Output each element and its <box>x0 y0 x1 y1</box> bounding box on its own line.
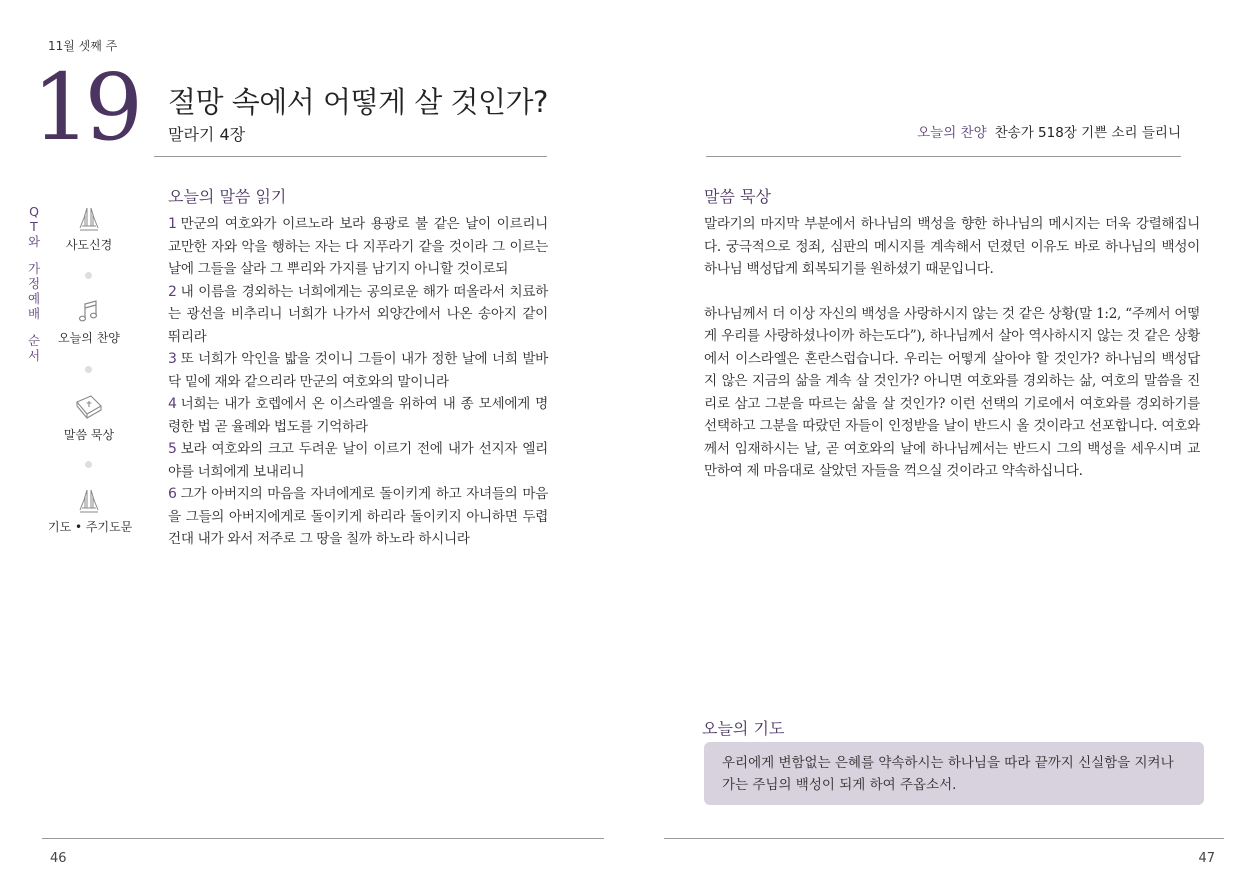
verse <box>168 348 548 393</box>
verse <box>168 483 548 551</box>
menu-item-meditation <box>48 392 130 443</box>
verse-text: 내 이름을 경외하는 너희에게는 공의로운 해가 떠올라서 치료하는 광선을 비추리니 너희가 나가서 외양간에서 나온 송아지 같이 뛰리라 <box>168 283 548 345</box>
prayer-box <box>704 742 1204 805</box>
verse-number: 2 <box>168 283 177 300</box>
menu-item-creed <box>48 204 130 253</box>
praying-hands-icon <box>74 204 104 234</box>
week-label: 11월 셋째 주 <box>48 39 118 53</box>
page-number-left: 46 <box>50 851 67 866</box>
verse-number: 5 <box>168 441 177 457</box>
prayer-heading: 오늘의 기도 <box>702 719 785 738</box>
verse-number: 1 <box>168 216 177 232</box>
verse-number: 3 <box>168 351 177 367</box>
menu-item-label: 기도 • 주기도문 <box>48 520 133 534</box>
vertical-char: 예 <box>27 291 41 306</box>
meditation-paragraph: 말라기의 마지막 부분에서 하나님의 백성을 향한 하나님의 메시지는 더욱 강렬해집니다. 궁극적으로 정죄, 심판의 메시지를 계속해서 던졌던 이유도 바로 하나님의 백성이 하나님 백성답게 회복되기를 원하셨기 때문입니다. <box>704 216 1200 277</box>
verse-number: 6 <box>168 486 177 502</box>
page-title: 절망 속에서 어떻게 살 것인가? <box>168 85 548 119</box>
menu-item-label: 오늘의 찬양 <box>58 331 120 345</box>
verse <box>168 281 548 349</box>
vertical-gap <box>27 249 41 261</box>
scripture-reading-section <box>168 184 548 551</box>
header-divider-left <box>154 156 547 157</box>
meditation-heading: 말씀 묵상 <box>704 187 771 206</box>
scripture-passage: 말라기 4장 <box>168 125 246 144</box>
verse <box>168 438 548 483</box>
menu-item-hymn <box>48 297 130 346</box>
menu-item-label: 사도신경 <box>65 238 113 252</box>
vertical-char: 배 <box>27 306 41 321</box>
vertical-char: Q <box>29 204 39 219</box>
footer-divider-left <box>42 838 604 839</box>
hymn-label: 오늘의 찬양 <box>917 125 987 141</box>
footer-divider-right <box>664 838 1224 839</box>
vertical-section-title <box>27 204 41 363</box>
todays-hymn <box>917 121 1181 141</box>
praying-hands-icon <box>74 486 104 516</box>
meditation-section <box>704 184 1200 483</box>
hymn-value: 찬송가 518장 기쁜 소리 들리니 <box>994 125 1181 141</box>
verse-text: 만군의 여호와가 이르노라 보라 용광로 불 같은 날이 이르리니 교만한 자와 악을 행하는 자는 다 지푸라기 같을 것이라 그 이르는 날에 그들을 살라 그 뿌리와 가지를 남기지 아니할 것이로되 <box>168 216 548 277</box>
header-divider-right <box>706 156 1181 157</box>
vertical-char: 가 <box>27 261 41 276</box>
vertical-char: 정 <box>27 276 41 291</box>
bible-icon <box>73 392 105 424</box>
music-note-icon <box>74 297 104 327</box>
verse-number: 4 <box>168 396 177 412</box>
verse-text: 너희는 내가 호렙에서 온 이스라엘을 위하여 내 종 모세에게 명령한 법 곧 율례와 법도를 기억하라 <box>168 396 548 435</box>
day-number: 19 <box>32 54 138 161</box>
vertical-char: 와 <box>27 234 41 249</box>
vertical-char: T <box>30 219 38 234</box>
menu-separator-dot <box>85 272 92 279</box>
verse <box>168 393 548 438</box>
verse-text: 그가 아버지의 마음을 자녀에게로 돌이키게 하고 자녀들의 마음을 그들의 아버지에게로 돌이키게 하리라 돌이키지 아니하면 두렵건대 내가 와서 저주로 그 땅을 칠까 하노라 하시니라 <box>168 486 548 547</box>
prayer-text: 우리에게 변함없는 은혜를 약속하시는 하나님을 따라 끝까지 신실함을 지켜나가는 주님의 백성이 되게 하여 주옵소서. <box>722 755 1174 793</box>
menu-item-label: 말씀 묵상 <box>63 428 115 442</box>
verse-text: 보라 여호와의 크고 두려운 날이 이르기 전에 내가 선지자 엘리야를 너희에게 보내리니 <box>168 441 548 480</box>
verse-text: 또 너희가 악인을 밟을 것이니 그들이 내가 정한 날에 너희 발바닥 밑에 재와 같으리라 만군의 여호와의 말이니라 <box>168 351 548 390</box>
menu-separator-dot <box>85 366 92 373</box>
page-number-right: 47 <box>1198 851 1215 866</box>
vertical-gap <box>27 321 41 333</box>
verse <box>168 213 548 281</box>
meditation-paragraph: 하나님께서 더 이상 자신의 백성을 사랑하시지 않는 것 같은 상황(말 1:2, “주께서 어떻게 우리를 사랑하셨나이까 하는도다”), 하나님께서 살아 역사하시지 않는 것 같은 상황에서 이스라엘은 혼란스럽습니다. 우리는 어떻게 살아야 할 것인가? 하나님의 백성답지 않은 지금의 삶을 계속 살 것인가? 아니면 여호와를 경외하는 삶, 여호의 말씀을 진리로 삼고 그분을 따르는 삶을 살 것인가? 이런 선택의 기로에서 여호와를 경외하기를 선택하고 그분을 따랐던 자들이 인정받을 날이 반드시 올 것이라고 선포합니다. 여호와께서 임재하시는 날, 곧 여호와의 날에 하나님께서는 반드시 그의 백성을 세우시며 교만하여 제 마음대로 살았던 자들을 꺽으실 것이라고 약속하십니다. <box>704 305 1200 479</box>
vertical-char: 순 <box>27 333 41 348</box>
menu-item-prayer <box>48 486 133 535</box>
menu-separator-dot <box>85 461 92 468</box>
vertical-char: 서 <box>27 348 41 363</box>
reading-heading: 오늘의 말씀 읽기 <box>168 187 287 206</box>
